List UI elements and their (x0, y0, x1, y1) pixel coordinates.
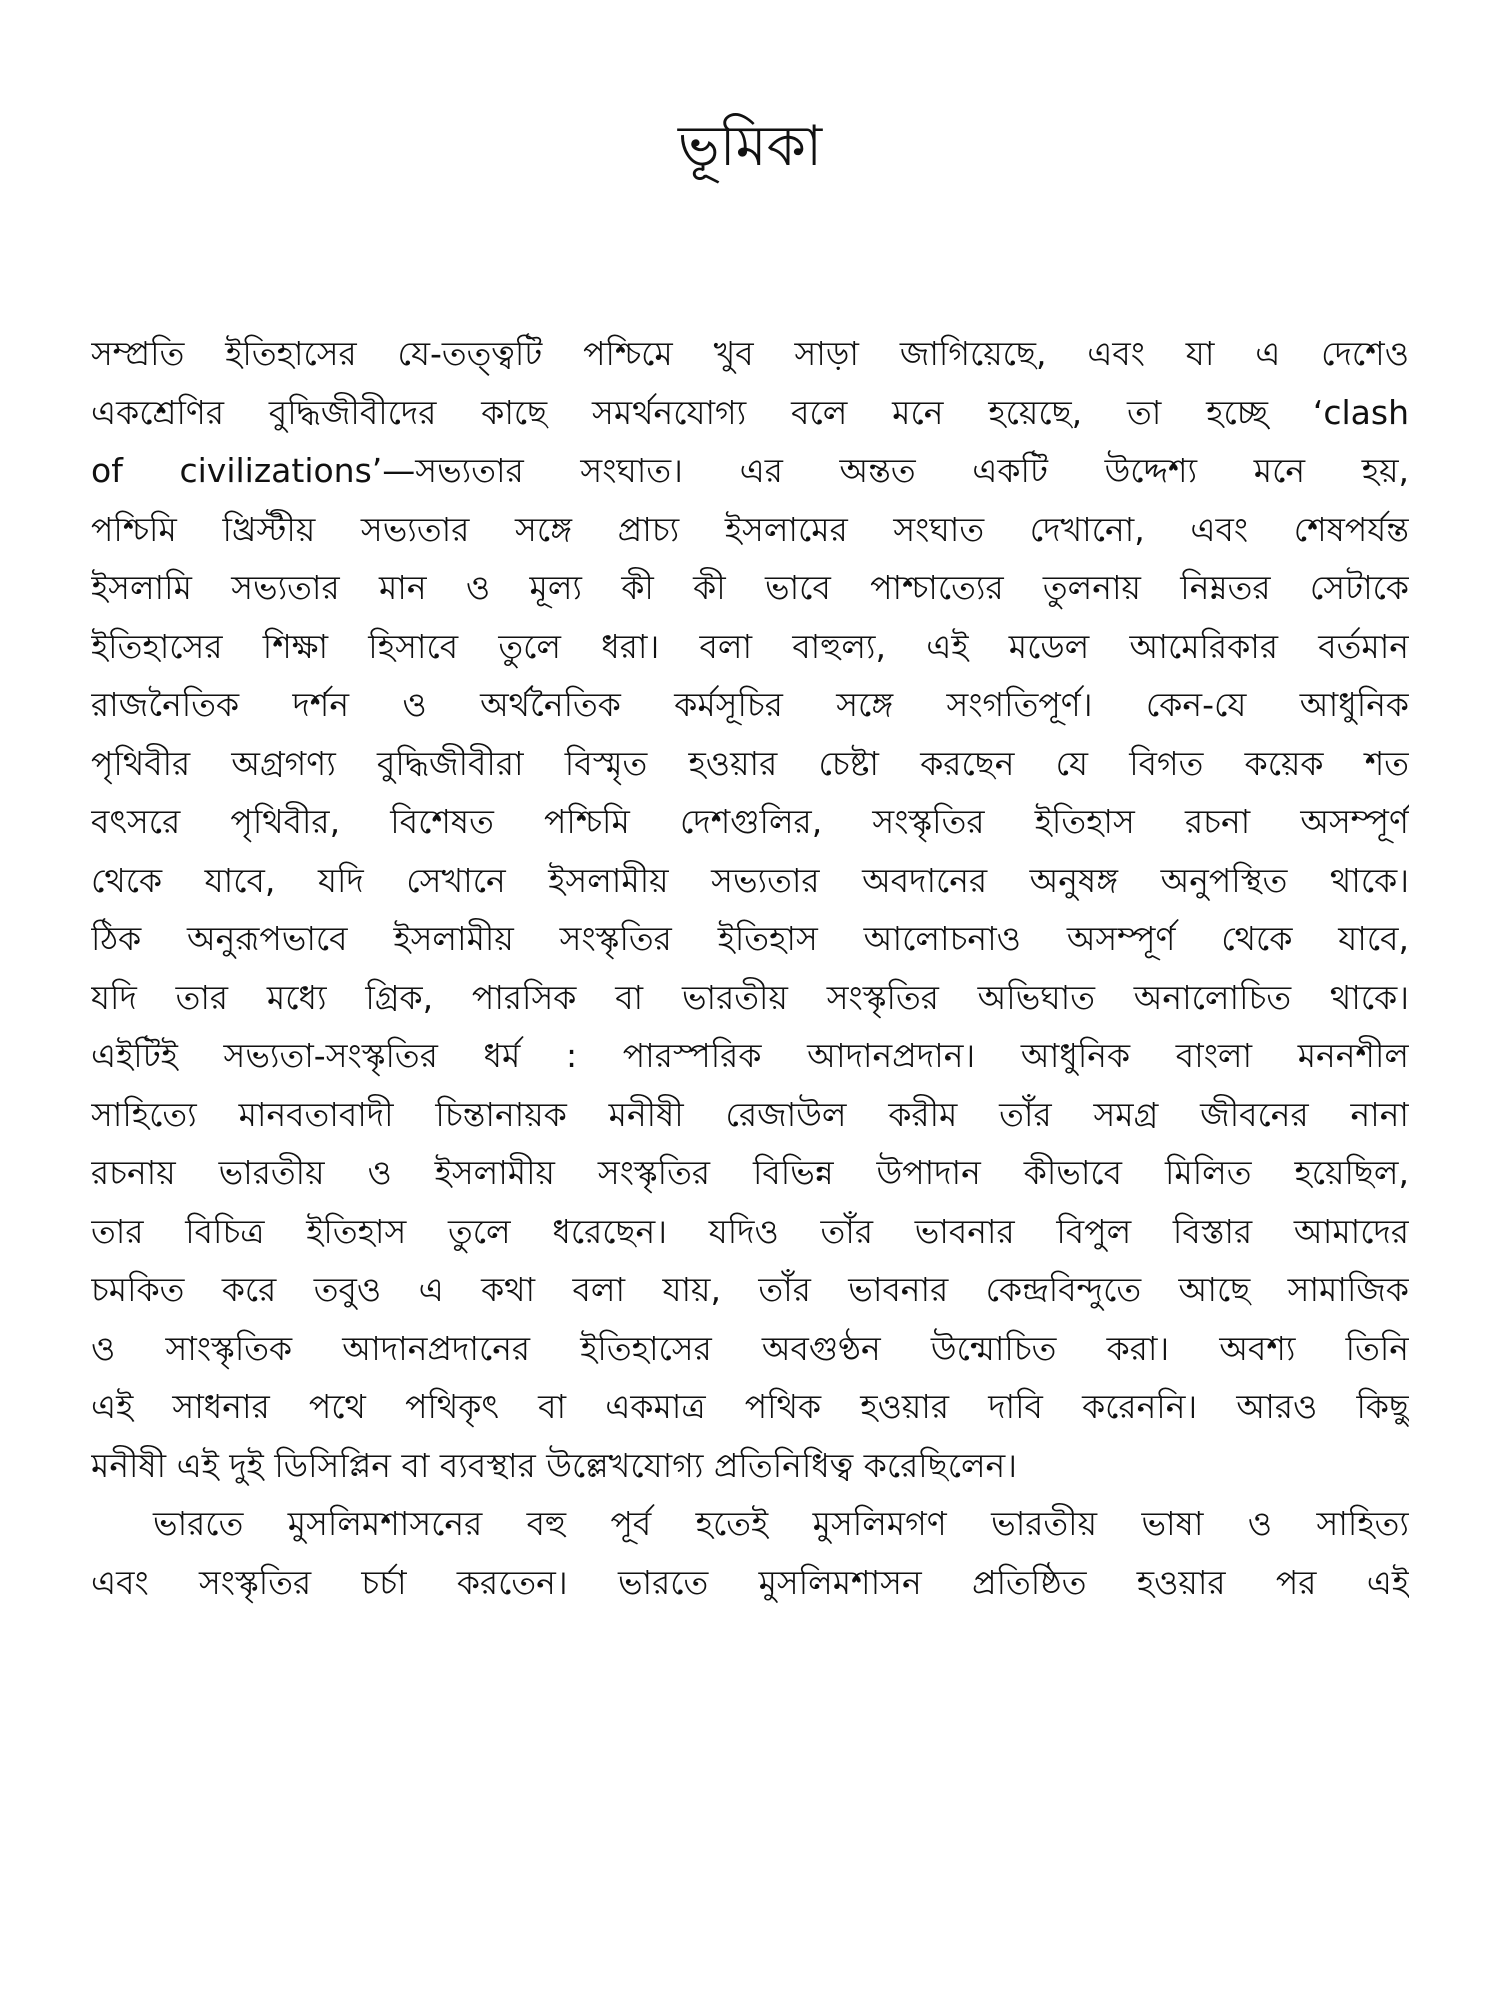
text-line: থেকে যাবে, যদি সেখানে ইসলামীয় সভ্যতার অবদানের অনুষঙ্গ অনুপস্থিত থাকে। (91, 860, 1409, 900)
text-line: মনীষী এই দুই ডিসিপ্লিন বা ব্যবস্থার উল্লেখযোগ্য প্রতিনিধিত্ব করেছিলেন। (91, 1445, 1018, 1485)
text-line: বৎসরে পৃথিবীর, বিশেষত পশ্চিমি দেশগুলির, সংস্কৃতির ইতিহাস রচনা অসম্পূর্ণ (91, 802, 1409, 841)
text-line: ও সাংস্কৃতিক আদানপ্রদানের ইতিহাসের অবগুণ্ঠন উন্মোচিত করা। অবশ্য তিনি (91, 1328, 1409, 1368)
text-line: পৃথিবীর অগ্রগণ্য বুদ্ধিজীবীরা বিস্মৃত হওয়ার চেষ্টা করছেন যে বিগত কয়েক শত (91, 743, 1409, 783)
text-line: ইসলামি সভ্যতার মান ও মূল্য কী কী ভাবে পাশ্চাত্যের তুলনায় নিম্নতর সেটাকে (91, 568, 1409, 607)
page-title: ভূমিকা (677, 114, 823, 179)
text-line: সম্প্রতি ইতিহাসের যে-তত্ত্বটি পশ্চিমে খুব সাড়া জাগিয়েছে, এবং যা এ দেশেও (91, 334, 1409, 373)
text-line: একশ্রেণির বুদ্ধিজীবীদের কাছে সমর্থনযোগ্য বলে মনে হয়েছে, তা হচ্ছে ‘clash (91, 392, 1409, 432)
text-line: ইতিহাসের শিক্ষা হিসাবে তুলে ধরা। বলা বাহুল্য, এই মডেল আমেরিকার বর্তমান (91, 626, 1409, 666)
text-line: এই সাধনার পথে পথিকৃৎ বা একমাত্র পথিক হওয়ার দাবি করেননি। আরও কিছু (91, 1387, 1409, 1426)
text-line: চমকিত করে তবুও এ কথা বলা যায়, তাঁর ভাবনার কেন্দ্রবিন্দুতে আছে সামাজিক (91, 1270, 1409, 1309)
text-line: তার বিচিত্র ইতিহাস তুলে ধরেছেন। যদিও তাঁর ভাবনার বিপুল বিস্তার আমাদের (91, 1211, 1409, 1251)
text-line: পশ্চিমি খ্রিস্টীয় সভ্যতার সঙ্গে প্রাচ্য ইসলামের সংঘাত দেখানো, এবং শেষপর্যন্ত (91, 509, 1409, 549)
text-line: এবং সংস্কৃতির চর্চা করতেন। ভারতে মুসলিমশাসন প্রতিষ্ঠিত হওয়ার পর এই (91, 1562, 1409, 1602)
text-line: যদি তার মধ্যে গ্রিক, পারসিক বা ভারতীয় সংস্কৃতির অভিঘাত অনালোচিত থাকে। (91, 977, 1409, 1017)
body-text (91, 325, 1409, 1612)
text-line: এইটিই সভ্যতা-সংস্কৃতির ধর্ম : পারস্পরিক আদানপ্রদান। আধুনিক বাংলা মননশীল (91, 1036, 1409, 1075)
text-line: রচনায় ভারতীয় ও ইসলামীয় সংস্কৃতির বিভিন্ন উপাদান কীভাবে মিলিত হয়েছিল, (91, 1153, 1409, 1192)
text-line: সাহিত্যে মানবতাবাদী চিন্তানায়ক মনীষী রেজাউল করীম তাঁর সমগ্র জীবনের নানা (91, 1094, 1409, 1134)
text-line: ভারতে মুসলিমশাসনের বহু পূর্ব হতেই মুসলিমগণ ভারতীয় ভাষা ও সাহিত্য (153, 1504, 1409, 1543)
text-line: রাজনৈতিক দর্শন ও অর্থনৈতিক কর্মসূচির সঙ্গে সংগতিপূর্ণ। কেন-যে আধুনিক (91, 685, 1409, 724)
text-line: ঠিক অনুরূপভাবে ইসলামীয় সংস্কৃতির ইতিহাস আলোচনাও অসম্পূর্ণ থেকে যাবে, (91, 919, 1409, 958)
text-line: of civilizations’—সভ্যতার সংঘাত। এর অন্তত একটি উদ্দেশ্য মনে হয়, (91, 451, 1409, 490)
